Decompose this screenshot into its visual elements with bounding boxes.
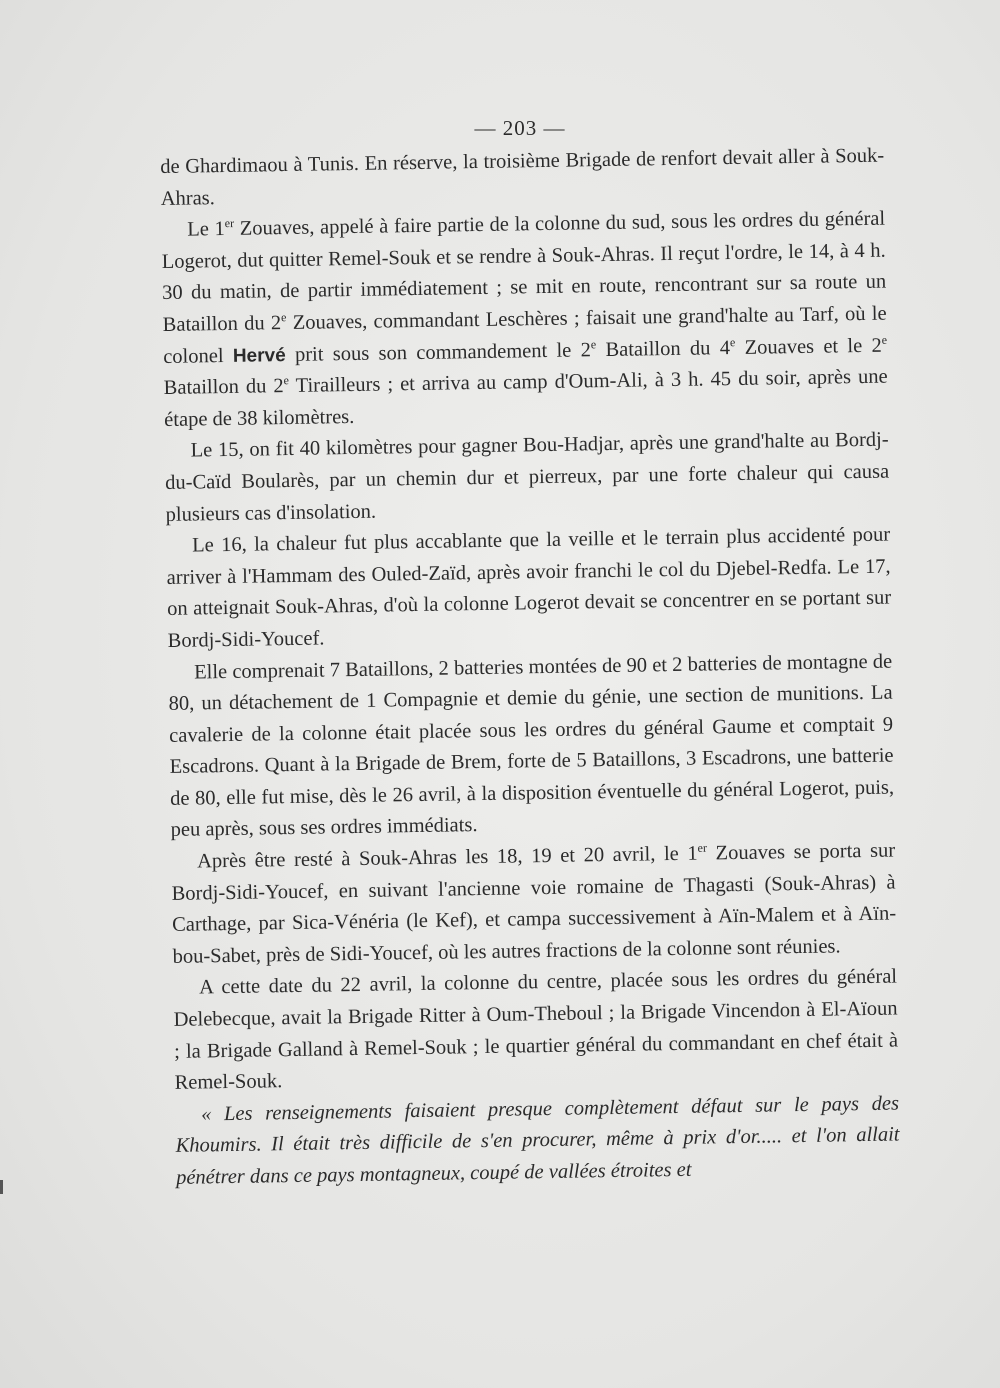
paragraph-1: Le 1er Zouaves, appelé à faire partie de la colonne du sud, sous les ordres du général Logerot, dut quitter Remel-Souk et se rendre à Souk-Ahras. Il reçut l'ordre, le 14, à 4 h. 30 du matin, de partir immédiatement ; se mit en route, rencontrant sur sa route un Bataillon du 2e Zouaves, commandant Leschères ; faisait une grand'halte au Tarf, où le colonel Hervé prit sous son commandement le 2e Bataillon du 4e Zouaves et le 2e Bataillon du 2e Tirailleurs ; et arriva au camp d'Oum-Ali, à 3 h. 45 du soir, après une étape de 38 kilomètres. bbox=[161, 207, 888, 431]
name-herve: Hervé bbox=[232, 344, 286, 367]
paragraph-0: de Ghardimaou à Tunis. En réserve, la troisième Brigade de renfort devait aller à Souk-Ahras. bbox=[160, 144, 885, 210]
paragraph-2: Le 15, on fit 40 kilomètres pour gagner Bou-Hadjar, après une grand'halte au Bordj-du-Caïd Boularès, par un chemin dur et pierreux, par une forte chaleur qui causa plusieurs cas d'insolation. bbox=[165, 428, 890, 526]
page-number: — 203 — bbox=[474, 116, 566, 140]
paragraph-3: Le 16, la chaleur fut plus accablante que la veille et le terrain plus accidenté pour arriver à l'Hammam des Ouled-Zaïd, après avoir franchi le col du Djebel-Redfa. Le 17, on atteignait Souk-Ahras, d'où la colonne Logerot devait se concentrer en se portant sur Bordj-Sidi-Youcef. bbox=[166, 523, 892, 652]
paragraph-6: A cette date du 22 avril, la colonne du centre, placée sous les ordres du général Delebecque, avait la Brigade Ritter à Oum-Theboul ; la Brigade Vincendon à El-Aïoun ; la Brigade Galland à Remel-Souk ; le quartier général du commandant en chef était à Remel-Souk. bbox=[173, 965, 899, 1095]
scan-edge-mark bbox=[0, 1180, 3, 1194]
body-text bbox=[160, 141, 900, 1195]
quote-paragraph: « Les renseignements faisaient presque complètement défaut sur le pays des Khoumirs. Il était très difficile de s'en procurer, même à prix d'or..... et l'on allait pénétrer dans ce pays montagneux, coupé de vallées étroites et bbox=[175, 1092, 900, 1189]
paragraph-5: Après être resté à Souk-Ahras les 18, 19 et 20 avril, le 1er Zouaves se porta sur Bordj-Sidi-Youcef, en suivant l'ancienne voie romaine de Thagasti (Souk-Ahras) à Carthage, par Sica-Vénéria (le Kef), et campa successivement à Aïn-Malem et à Aïn-bou-Sabet, près de Sidi-Youcef, où les autres fractions de la colonne sont réunies. bbox=[171, 839, 897, 968]
paragraph-4: Elle comprenait 7 Bataillons, 2 batteries montées de 90 et 2 batteries de montagne de 80, un détachement de 1 Compagnie et demie du génie, une section de munitions. La cavalerie de la colonne était placée sous les ordres du général Gaume et comptait 9 Escadrons. Quant à la Brigade de Brem, forte de 5 Bataillons, 3 Escadrons, une batterie de 80, elle fut mise, dès le 26 avril, à la disposition éventuelle du général Logerot, puis, peu après, sous ses ordres immédiats. bbox=[168, 650, 895, 842]
